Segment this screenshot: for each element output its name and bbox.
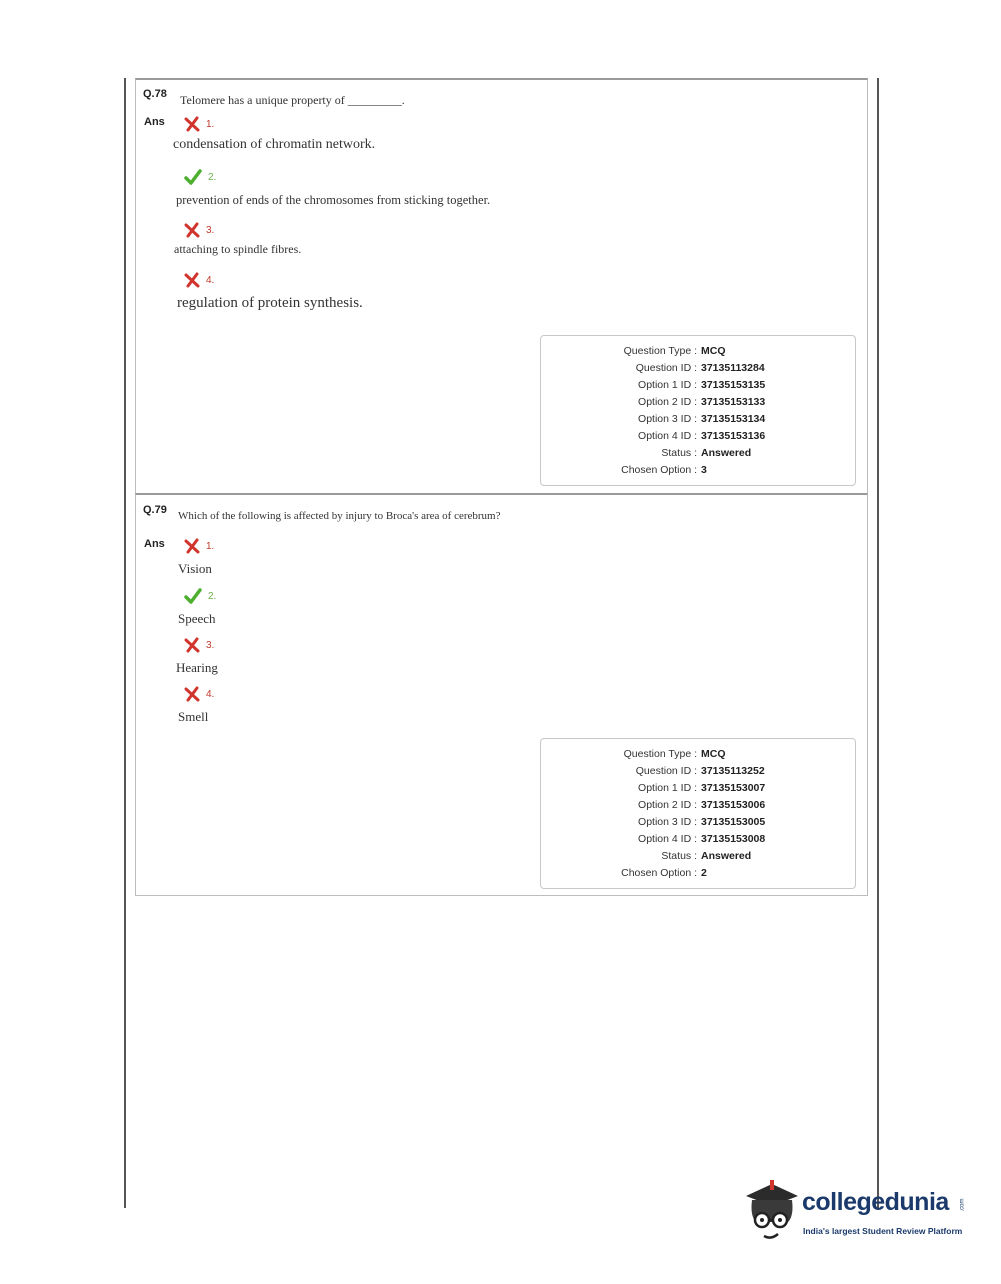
cross-mark-icon bbox=[184, 222, 200, 238]
page-border-right bbox=[877, 78, 879, 1208]
meta-key: Option 3 ID : bbox=[638, 413, 697, 425]
option-number: 1. bbox=[206, 540, 215, 552]
meta-value: MCQ bbox=[701, 345, 726, 357]
question-panel-79 bbox=[135, 493, 868, 896]
meta-key: Chosen Option : bbox=[621, 867, 697, 879]
meta-row bbox=[541, 746, 855, 763]
meta-value: 37135153135 bbox=[701, 379, 766, 391]
option-number: 4. bbox=[206, 274, 215, 286]
mascot-graduation-cap-icon bbox=[742, 1176, 802, 1246]
logo-wordmark: collegedunia bbox=[802, 1188, 949, 1216]
meta-row bbox=[541, 377, 855, 394]
meta-row bbox=[541, 865, 855, 882]
option-3-text: Hearing bbox=[176, 660, 218, 675]
meta-key: Option 2 ID : bbox=[638, 799, 697, 811]
meta-value: 37135153007 bbox=[701, 782, 766, 794]
meta-row bbox=[541, 831, 855, 848]
option-number: 3. bbox=[206, 224, 215, 236]
meta-key: Chosen Option : bbox=[621, 464, 697, 476]
meta-value: 3 bbox=[701, 464, 707, 476]
option-4-text: Smell bbox=[178, 709, 209, 724]
meta-row bbox=[541, 411, 855, 428]
meta-row bbox=[541, 445, 855, 462]
cross-mark-icon bbox=[184, 272, 200, 288]
meta-key: Question ID : bbox=[635, 362, 697, 374]
question-text: Telomere has a unique property of _________. bbox=[180, 93, 405, 107]
meta-value: 37135153006 bbox=[701, 799, 766, 811]
option-1-text: condensation of chromatin network. bbox=[173, 137, 376, 152]
page-border-left bbox=[124, 78, 126, 1208]
meta-value: 2 bbox=[701, 867, 707, 879]
option-number: 3. bbox=[206, 639, 215, 651]
meta-value: 37135113252 bbox=[701, 765, 765, 777]
option-2-text: prevention of ends of the chromosomes from sticking together. bbox=[176, 193, 491, 207]
cross-mark-icon bbox=[184, 686, 200, 702]
question-text: Which of the following is affected by injury to Broca's area of cerebrum? bbox=[178, 510, 501, 522]
option-2-header bbox=[184, 169, 216, 185]
cross-mark-icon bbox=[184, 637, 200, 653]
meta-key: Option 2 ID : bbox=[638, 396, 697, 408]
meta-key: Status : bbox=[661, 850, 697, 862]
option-3-header bbox=[184, 637, 214, 653]
meta-row bbox=[541, 797, 855, 814]
meta-value: 37135153133 bbox=[701, 396, 766, 408]
meta-row bbox=[541, 394, 855, 411]
meta-key: Status : bbox=[661, 447, 697, 459]
meta-row bbox=[541, 428, 855, 445]
option-4-header bbox=[184, 272, 214, 288]
logo-tagline: India's largest Student Review Platform bbox=[803, 1226, 963, 1236]
meta-value: 37135153005 bbox=[701, 816, 766, 828]
meta-row bbox=[541, 814, 855, 831]
meta-row bbox=[541, 780, 855, 797]
meta-key: Option 1 ID : bbox=[638, 782, 697, 794]
question-panel-78 bbox=[135, 78, 868, 494]
option-1-header bbox=[184, 538, 214, 554]
option-4-text: regulation of protein synthesis. bbox=[177, 295, 363, 311]
answer-label: Ans bbox=[144, 116, 165, 128]
meta-key: Question Type : bbox=[623, 748, 697, 760]
meta-row bbox=[541, 360, 855, 377]
meta-value: 37135113284 bbox=[701, 362, 765, 374]
option-3-text: attaching to spindle fibres. bbox=[174, 242, 302, 256]
option-3-header bbox=[184, 222, 214, 238]
cross-mark-icon bbox=[184, 538, 200, 554]
meta-key: Question Type : bbox=[623, 345, 697, 357]
meta-key: Option 4 ID : bbox=[638, 833, 697, 845]
meta-value: Answered bbox=[701, 447, 752, 459]
option-number: 2. bbox=[208, 590, 217, 602]
answer-label: Ans bbox=[144, 538, 165, 550]
question-meta-box bbox=[540, 738, 856, 889]
cross-mark-icon bbox=[184, 116, 200, 132]
logo-suffix: .com bbox=[959, 1198, 966, 1212]
meta-key: Question ID : bbox=[635, 765, 697, 777]
meta-value: Answered bbox=[701, 850, 752, 862]
question-meta-box bbox=[540, 335, 856, 486]
option-number: 4. bbox=[206, 688, 215, 700]
option-2-header bbox=[184, 588, 216, 604]
question-number: Q.79 bbox=[143, 504, 167, 516]
option-number: 1. bbox=[206, 118, 215, 130]
option-2-text: Speech bbox=[178, 611, 216, 626]
meta-row bbox=[541, 343, 855, 360]
collegedunia-logo bbox=[742, 1176, 972, 1246]
question-number: Q.78 bbox=[143, 88, 167, 100]
meta-key: Option 4 ID : bbox=[638, 430, 697, 442]
meta-row bbox=[541, 848, 855, 865]
check-mark-icon bbox=[184, 169, 202, 185]
meta-row bbox=[541, 763, 855, 780]
meta-value: 37135153136 bbox=[701, 430, 766, 442]
option-1-text: Vision bbox=[178, 561, 212, 576]
meta-row bbox=[541, 462, 855, 479]
meta-value: 37135153134 bbox=[701, 413, 766, 425]
option-number: 2. bbox=[208, 171, 217, 183]
meta-key: Option 1 ID : bbox=[638, 379, 697, 391]
meta-key: Option 3 ID : bbox=[638, 816, 697, 828]
meta-value: MCQ bbox=[701, 748, 726, 760]
check-mark-icon bbox=[184, 588, 202, 604]
option-4-header bbox=[184, 686, 214, 702]
meta-value: 37135153008 bbox=[701, 833, 766, 845]
option-1-header bbox=[184, 116, 214, 132]
